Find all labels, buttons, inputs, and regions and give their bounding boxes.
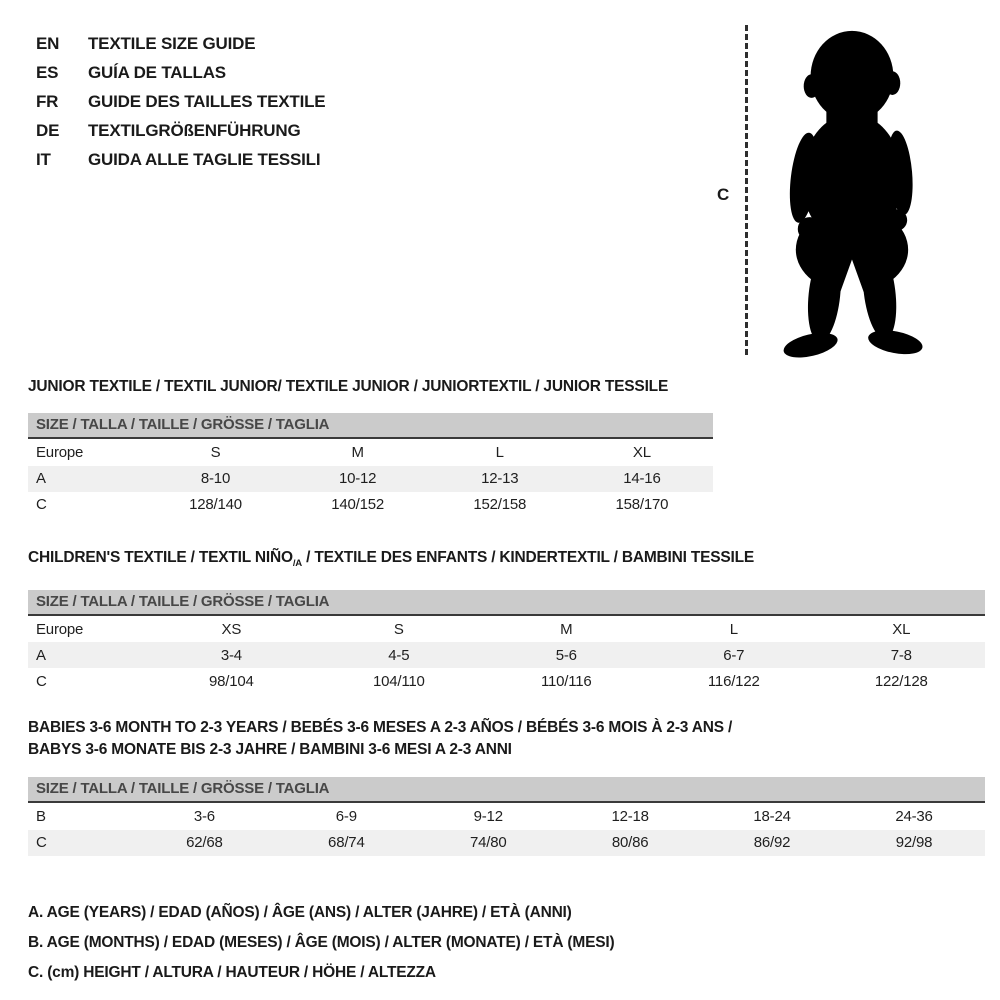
children-heading-sub: /A bbox=[292, 557, 303, 569]
language-title: TEXTILE SIZE GUIDE bbox=[88, 34, 256, 53]
top-block bbox=[28, 25, 985, 360]
table-cell: 152/158 bbox=[473, 496, 527, 513]
note-b: B. AGE (MONTHS) / EDAD (MESES) / ÂGE (MOIS) / ALTER (MONATE) / ETÀ (MESI) bbox=[28, 933, 615, 951]
language-title: TEXTILGRÖßENFÜHRUNG bbox=[88, 121, 301, 140]
table-cell: XS bbox=[148, 616, 315, 642]
table-cell: 3-4 bbox=[148, 642, 315, 668]
junior-size-bar: SIZE / TALLA / TAILLE / GRÖSSE / TAGLIA bbox=[28, 413, 713, 439]
babies-size-bar: SIZE / TALLA / TAILLE / GRÖSSE / TAGLIA bbox=[28, 777, 985, 803]
table-row bbox=[28, 492, 713, 518]
babies-heading-line1: BABIES 3-6 MONTH TO 2-3 YEARS / BEBÉS 3-6 MESES A 2-3 AÑOS / BÉBÉS 3-6 MOIS À 2-3 ANS / bbox=[28, 719, 733, 737]
table-cell: 62/68 bbox=[133, 830, 275, 856]
table-cell: 6-7 bbox=[650, 642, 817, 668]
row-label: C bbox=[36, 496, 47, 513]
height-dashed-line bbox=[745, 25, 748, 355]
language-list bbox=[28, 25, 325, 174]
table-row bbox=[28, 440, 713, 466]
table-cell: 116/122 bbox=[707, 672, 760, 690]
language-title: GUIDA ALLE TAGLIE TESSILI bbox=[88, 150, 321, 169]
table-row bbox=[28, 830, 985, 856]
legend-notes bbox=[28, 898, 985, 988]
table-cell: 18-24 bbox=[701, 804, 843, 830]
table-cell: 3-6 bbox=[133, 804, 275, 830]
language-code: EN bbox=[36, 34, 60, 53]
babies-heading-line2: BABYS 3-6 MONATE BIS 2-3 JAHRE / BAMBINI 3-6 MESI A 2-3 ANNI bbox=[28, 741, 512, 759]
table-cell: 68/74 bbox=[275, 830, 417, 856]
row-label: A bbox=[28, 466, 144, 492]
table-cell: 10-12 bbox=[287, 466, 429, 492]
language-code: IT bbox=[36, 150, 51, 169]
table-cell: 104/110 bbox=[372, 672, 425, 690]
table-cell: XL bbox=[571, 440, 713, 466]
language-row-es bbox=[28, 58, 325, 87]
table-cell: 4-5 bbox=[315, 642, 482, 668]
children-heading-pre: CHILDREN'S TEXTILE / TEXTIL NIÑO bbox=[28, 548, 293, 566]
babies-size-table bbox=[28, 803, 985, 856]
table-cell: 74/80 bbox=[417, 830, 559, 856]
baby-silhouette-icon bbox=[767, 25, 935, 360]
table-cell: 98/104 bbox=[209, 672, 254, 690]
language-title: GUÍA DE TALLAS bbox=[88, 63, 226, 82]
row-label: B bbox=[28, 804, 133, 830]
height-measure-figure bbox=[717, 25, 960, 360]
language-code: ES bbox=[36, 63, 59, 82]
language-row-fr bbox=[28, 87, 325, 116]
row-label: Europe bbox=[28, 440, 144, 466]
table-cell: 12-18 bbox=[559, 804, 701, 830]
table-cell: 7-8 bbox=[818, 642, 986, 668]
note-a: A. AGE (YEARS) / EDAD (AÑOS) / ÂGE (ANS) / ALTER (JAHRE) / ETÀ (ANNI) bbox=[28, 903, 572, 921]
language-row-de bbox=[28, 116, 325, 145]
language-row-en bbox=[28, 29, 325, 58]
row-label: C bbox=[28, 830, 133, 856]
children-size-table bbox=[28, 616, 985, 695]
table-cell: 92/98 bbox=[843, 830, 985, 856]
language-code: DE bbox=[36, 121, 60, 140]
table-row bbox=[28, 668, 985, 694]
children-heading-post: / TEXTILE DES ENFANTS / KINDERTEXTIL / BAMBINI TESSILE bbox=[302, 548, 755, 566]
table-cell: 8-10 bbox=[144, 466, 286, 492]
section-babies bbox=[28, 717, 985, 856]
children-size-bar: SIZE / TALLA / TAILLE / GRÖSSE / TAGLIA bbox=[28, 590, 985, 616]
section-children bbox=[28, 547, 985, 695]
note-c: C. (cm) HEIGHT / ALTURA / HAUTEUR / HÖHE / ALTEZZA bbox=[28, 963, 436, 981]
row-label: A bbox=[28, 642, 148, 668]
table-cell: 110/116 bbox=[540, 672, 592, 690]
table-cell: 86/92 bbox=[701, 830, 843, 856]
table-cell: S bbox=[315, 616, 482, 642]
table-cell: 12-13 bbox=[429, 466, 571, 492]
table-cell: 80/86 bbox=[559, 830, 701, 856]
table-cell: 5-6 bbox=[483, 642, 650, 668]
table-cell: L bbox=[650, 616, 817, 642]
table-cell: 24-36 bbox=[843, 804, 985, 830]
height-measure-label: C bbox=[717, 185, 730, 204]
language-row-it bbox=[28, 145, 325, 174]
row-label: C bbox=[36, 672, 47, 690]
table-cell: 140/152 bbox=[331, 496, 385, 513]
table-row bbox=[28, 466, 713, 492]
language-code: FR bbox=[36, 92, 59, 111]
table-cell: XL bbox=[818, 616, 986, 642]
table-cell: 158/170 bbox=[615, 496, 669, 513]
row-label: Europe bbox=[28, 616, 148, 642]
table-cell: 9-12 bbox=[417, 804, 559, 830]
table-row bbox=[28, 642, 985, 668]
table-row bbox=[28, 804, 985, 830]
table-row bbox=[28, 616, 985, 642]
table-cell: 14-16 bbox=[571, 466, 713, 492]
table-cell: 128/140 bbox=[189, 496, 242, 513]
junior-size-table bbox=[28, 439, 713, 518]
junior-heading: JUNIOR TEXTILE / TEXTIL JUNIOR/ TEXTILE JUNIOR / JUNIORTEXTIL / JUNIOR TESSILE bbox=[28, 378, 669, 395]
table-cell: M bbox=[483, 616, 650, 642]
children-heading bbox=[28, 547, 985, 575]
section-junior bbox=[28, 376, 985, 518]
table-cell: 6-9 bbox=[275, 804, 417, 830]
language-title: GUIDE DES TAILLES TEXTILE bbox=[88, 92, 326, 111]
table-cell: S bbox=[144, 440, 286, 466]
table-cell: M bbox=[287, 440, 429, 466]
table-cell: L bbox=[429, 440, 571, 466]
table-cell: 122/128 bbox=[874, 672, 928, 690]
